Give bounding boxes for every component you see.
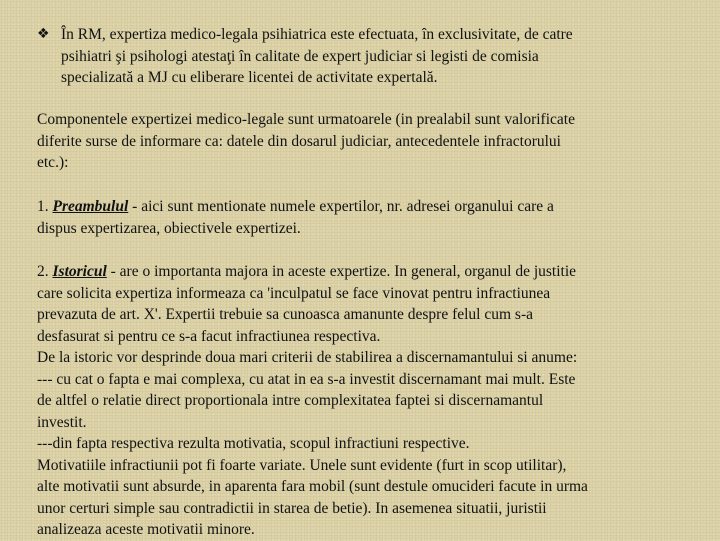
text-line: alte motivatii sunt absurde, in aparenta fara mobil (sunt destule omucideri facute in urma: [37, 478, 588, 495]
term-istoric: Istoricul: [52, 263, 107, 280]
text-line: dispus expertizarea, obiectivele expertizei.: [37, 219, 301, 237]
item-description: - aici sunt mentionate numele expertilor, nr. adresei organului care a: [128, 198, 554, 215]
text-line: De la istoric vor desprinde doua mari criterii de stabilirea a discernamantului si anume:: [37, 349, 578, 366]
text-line: etc.):: [37, 154, 69, 171]
term-preambul: Preambulul: [52, 198, 129, 215]
preambul-paragraph: [37, 196, 687, 239]
text-line: diferite surse de informare ca: datele din dosarul judiciar, antecedentele infractorului: [37, 132, 561, 150]
text-line: --- cu cat o fapta e mai complexa, cu atat in ea s-a investit discernamant mai mult. Este: [37, 370, 576, 388]
item-number: 2.: [37, 263, 53, 280]
text-line: psihiatri şi psihologi atestaţi în calitate de expert judiciar si legisti de comisia: [61, 47, 539, 65]
text-line: În RM, expertiza medico-legala psihiatrica este efectuata, în exclusivitate, de catre: [61, 26, 573, 43]
text-line: prevazuta de art. X'. Expertii trebuie sa cunoasca amanunte despre felul cum s-a: [37, 306, 533, 323]
text-line: investit.: [37, 413, 87, 431]
item-number: 1.: [37, 198, 53, 215]
text-line: Motivatiile infractiunii pot fi foarte variate. Unele sunt evidente (furt in scop utilitar),: [37, 456, 567, 474]
text-line: care solicita expertiza informeaza ca 'inculpatul se face vinovat pentru infractiunea: [37, 284, 551, 302]
text-line: desfasurat si pentru ce s-a facut infractiunea respectiva.: [37, 327, 381, 345]
diamond-bullet-icon: ❖: [37, 26, 50, 42]
text-line: ---din fapta respectiva rezulta motivatia, scopul infractiuni respective.: [37, 435, 470, 452]
text-line: Componentele expertizei medico-legale sunt urmatoarele (in prealabil sunt valorificate: [37, 111, 575, 128]
bullet-text: [61, 24, 573, 89]
text-line: analizeaza aceste motivatii minore.: [37, 521, 255, 538]
text-line: [37, 261, 687, 283]
intro-paragraph: [37, 109, 687, 174]
istoric-paragraph: [37, 261, 687, 541]
text-line: unor certuri simple sau contradictii in starea de betie). In asemenea situatii, juristii: [37, 499, 547, 517]
text-line: specializată a MJ cu eliberare licentei de activitate expertală.: [61, 69, 438, 86]
text-line: [37, 196, 687, 218]
text-line: de altfel o relatie direct proportionala intre complexitatea faptei si discernamantul: [37, 392, 544, 409]
item-description: - are o importanta majora in aceste expertize. In general, organul de justitie: [106, 263, 577, 280]
